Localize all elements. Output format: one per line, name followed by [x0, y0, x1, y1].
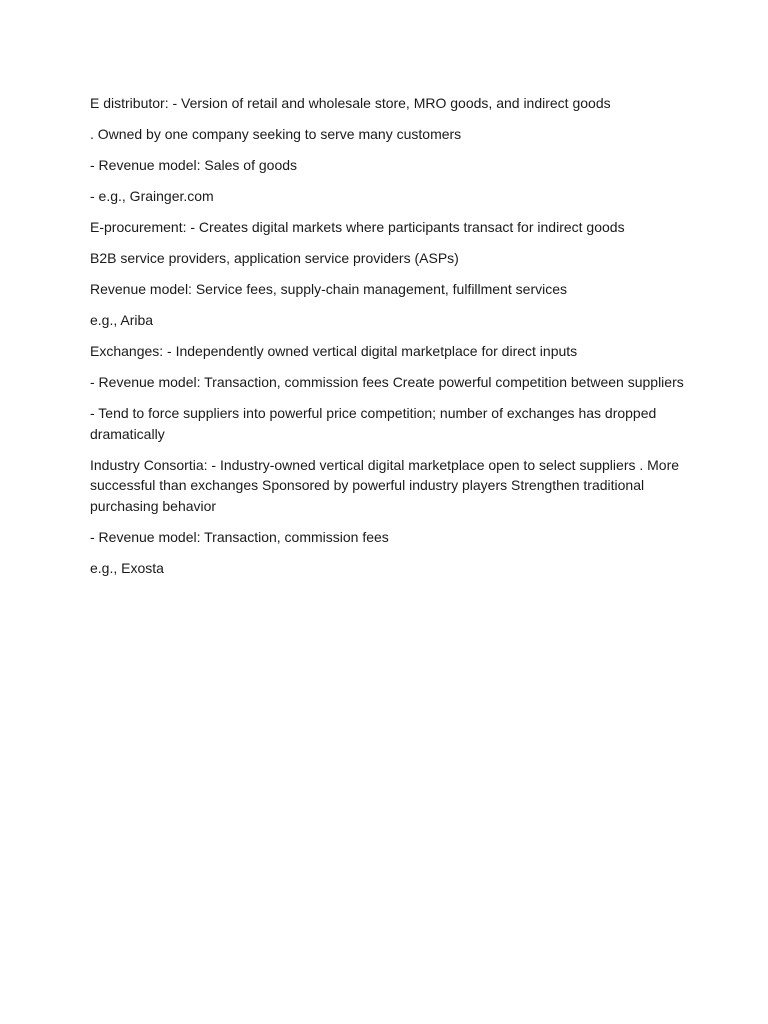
paragraph-price-competition: - Tend to force suppliers into powerful price competition; number of exchanges has dropped dramatically [90, 405, 657, 442]
paragraph-industry-consortia: Industry Consortia: - Industry-owned vertical digital marketplace open to select suppliers . More successful than exchanges Sponsored by powerful industry players Strengthen traditional purchasing behavior [90, 456, 680, 514]
paragraph-example-grainger: - e.g., Grainger.com [90, 188, 214, 204]
paragraph-b2b-service-providers: B2B service providers, application service providers (ASPs) [90, 250, 459, 266]
paragraph-example-exosta: e.g., Exosta [90, 559, 164, 576]
paragraph-revenue-model-transaction: - Revenue model: Transaction, commission fees [90, 528, 389, 545]
paragraph-e-procurement: E-procurement: - Creates digital markets where participants transact for indirect goods [90, 219, 625, 235]
document-page [90, 93, 690, 589]
paragraph-owned-by-one-company: . Owned by one company seeking to serve many customers [90, 126, 462, 142]
paragraph-example-ariba: e.g., Ariba [90, 312, 154, 328]
paragraph-revenue-model-sales: - Revenue model: Sales of goods [90, 157, 298, 173]
paragraph-e-distributor: E distributor: - Version of retail and wholesale store, MRO goods, and indirect goods [90, 95, 611, 111]
paragraph-revenue-model-service-fees: Revenue model: Service fees, supply-chain management, fulfillment services [90, 281, 568, 297]
paragraph-exchanges: Exchanges: - Independently owned vertical digital marketplace for direct inputs [90, 343, 578, 359]
paragraph-revenue-model-transaction-competition: - Revenue model: Transaction, commission fees Create powerful competition between suppliers [90, 374, 684, 390]
